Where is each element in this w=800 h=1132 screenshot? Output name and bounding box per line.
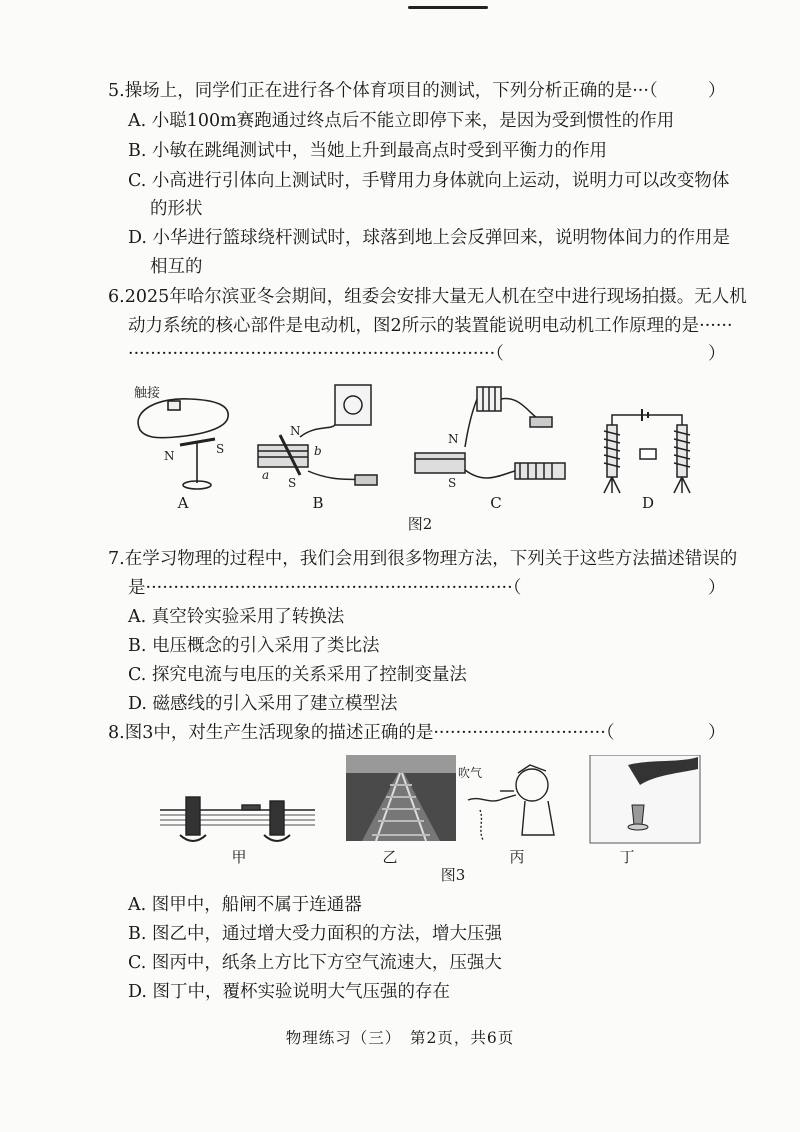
q6-line1-text: 2025年哈尔滨亚冬会期间，组委会安排大量无人机在空中进行现场拍摄。无人机 (124, 287, 747, 307)
q8-option-c: C. 图丙中，纸条上方比下方空气流速大，压强大 (128, 953, 502, 973)
fig3-label-jia: 甲 (231, 848, 247, 866)
page-footer: 物理练习（三） 第2页，共6页 (285, 1029, 515, 1047)
fig2-caption: 图2 (407, 515, 433, 533)
q7-option-a: A. 真空铃实验采用了转换法 (128, 607, 345, 627)
q5-option-c-cont: 的形状 (150, 199, 203, 219)
q5-option-a: A. 小聪100m赛跑通过终点后不能立即停下来，是因为受到惯性的作用 (128, 111, 675, 131)
fig3-label-ding: 丁 (619, 848, 635, 866)
q5-option-b: B. 小敏在跳绳测试中，当她上升到最高点时受到平衡力的作用 (128, 141, 607, 161)
q8-option-b: B. 图乙中，通过增大受力面积的方法，增大压强 (128, 924, 502, 944)
fig2-a-s-label: S (216, 442, 225, 456)
q8-stem-text: 图3中，对生产生活现象的描述正确的是·······························（ (124, 723, 615, 743)
fig3-panel-bing (458, 765, 554, 840)
q5-number: 5. (108, 81, 125, 101)
fig3-panel-jia (160, 797, 315, 841)
fig3-panel-yi (346, 755, 456, 841)
fig2-label-b: B (312, 494, 324, 512)
q6-number: 6. (108, 287, 125, 307)
q7-option-d: D. 磁感线的引入采用了建立模型法 (128, 694, 398, 714)
q5-paren-close: ） (708, 81, 726, 101)
fig3-caption: 图3 (440, 866, 466, 884)
q8-stem (108, 719, 615, 748)
top-scan-mark (408, 6, 488, 9)
fig3-label-yi: 乙 (382, 848, 398, 866)
q8-number: 8. (108, 723, 125, 743)
fig2-label-c: C (490, 494, 502, 512)
q6-line2: 动力系统的核心部件是电动机，图2所示的装置能说明电动机工作原理的是······ (128, 316, 733, 336)
fig2-panel-c (415, 387, 565, 490)
fig3-panel-ding (590, 755, 700, 843)
fig2-b-s-label: S (288, 476, 297, 490)
fig2-b-a-label: a (262, 468, 270, 482)
q7-line1-text: 在学习物理的过程中，我们会用到很多物理方法，下列关于这些方法描述错误的 (124, 549, 738, 569)
fig3-label-bing: 丙 (509, 848, 525, 866)
q5-stem-text: 操场上，同学们正在进行各个体育项目的测试，下列分析正确的是···（ (124, 81, 658, 101)
q7-number: 7. (108, 549, 125, 569)
fig2-c-n-label: N (448, 432, 459, 446)
q7-line1 (108, 545, 737, 574)
fig2-b-b-label: b (314, 444, 322, 458)
figure-3 (150, 755, 720, 855)
q6-line3: ··································································（ (128, 344, 504, 364)
fig2-label-d: D (641, 494, 655, 512)
fig2-panel-a (134, 385, 228, 489)
q7-line2: 是··································································（ (128, 578, 522, 598)
fig2-label-a: A (177, 494, 189, 512)
fig2-panel-b (258, 385, 377, 490)
fig3-blow-label: 吹气 (458, 766, 483, 780)
fig2-c-s-label: S (448, 476, 457, 490)
q5-option-d-cont: 相互的 (150, 257, 203, 277)
q7-option-c: C. 探究电流与电压的关系采用了控制变量法 (128, 665, 467, 685)
q5-option-c: C. 小高进行引体向上测试时，手臂用力身体就向上运动，说明力可以改变物体 (128, 171, 730, 191)
q5-stem (108, 77, 658, 106)
fig2-b-n-label: N (290, 424, 301, 438)
q8-option-d: D. 图丁中，覆杯实验说明大气压强的存在 (128, 982, 451, 1002)
q8-paren-close: ） (708, 723, 726, 743)
q7-paren-close: ） (708, 578, 726, 598)
fig2-panel-d (604, 409, 690, 493)
fig2-a-n-label: N (164, 449, 175, 463)
q6-paren-close: ） (708, 344, 726, 364)
q7-option-b: B. 电压概念的引入采用了类比法 (128, 636, 380, 656)
q8-option-a: A. 图甲中，船闸不属于连通器 (128, 895, 362, 915)
fig2-touch-label: 触接 (134, 386, 161, 401)
q6-line1 (108, 283, 747, 312)
q5-option-d: D. 小华进行篮球绕杆测试时，球落到地上会反弹回来，说明物体间力的作用是 (128, 228, 731, 248)
